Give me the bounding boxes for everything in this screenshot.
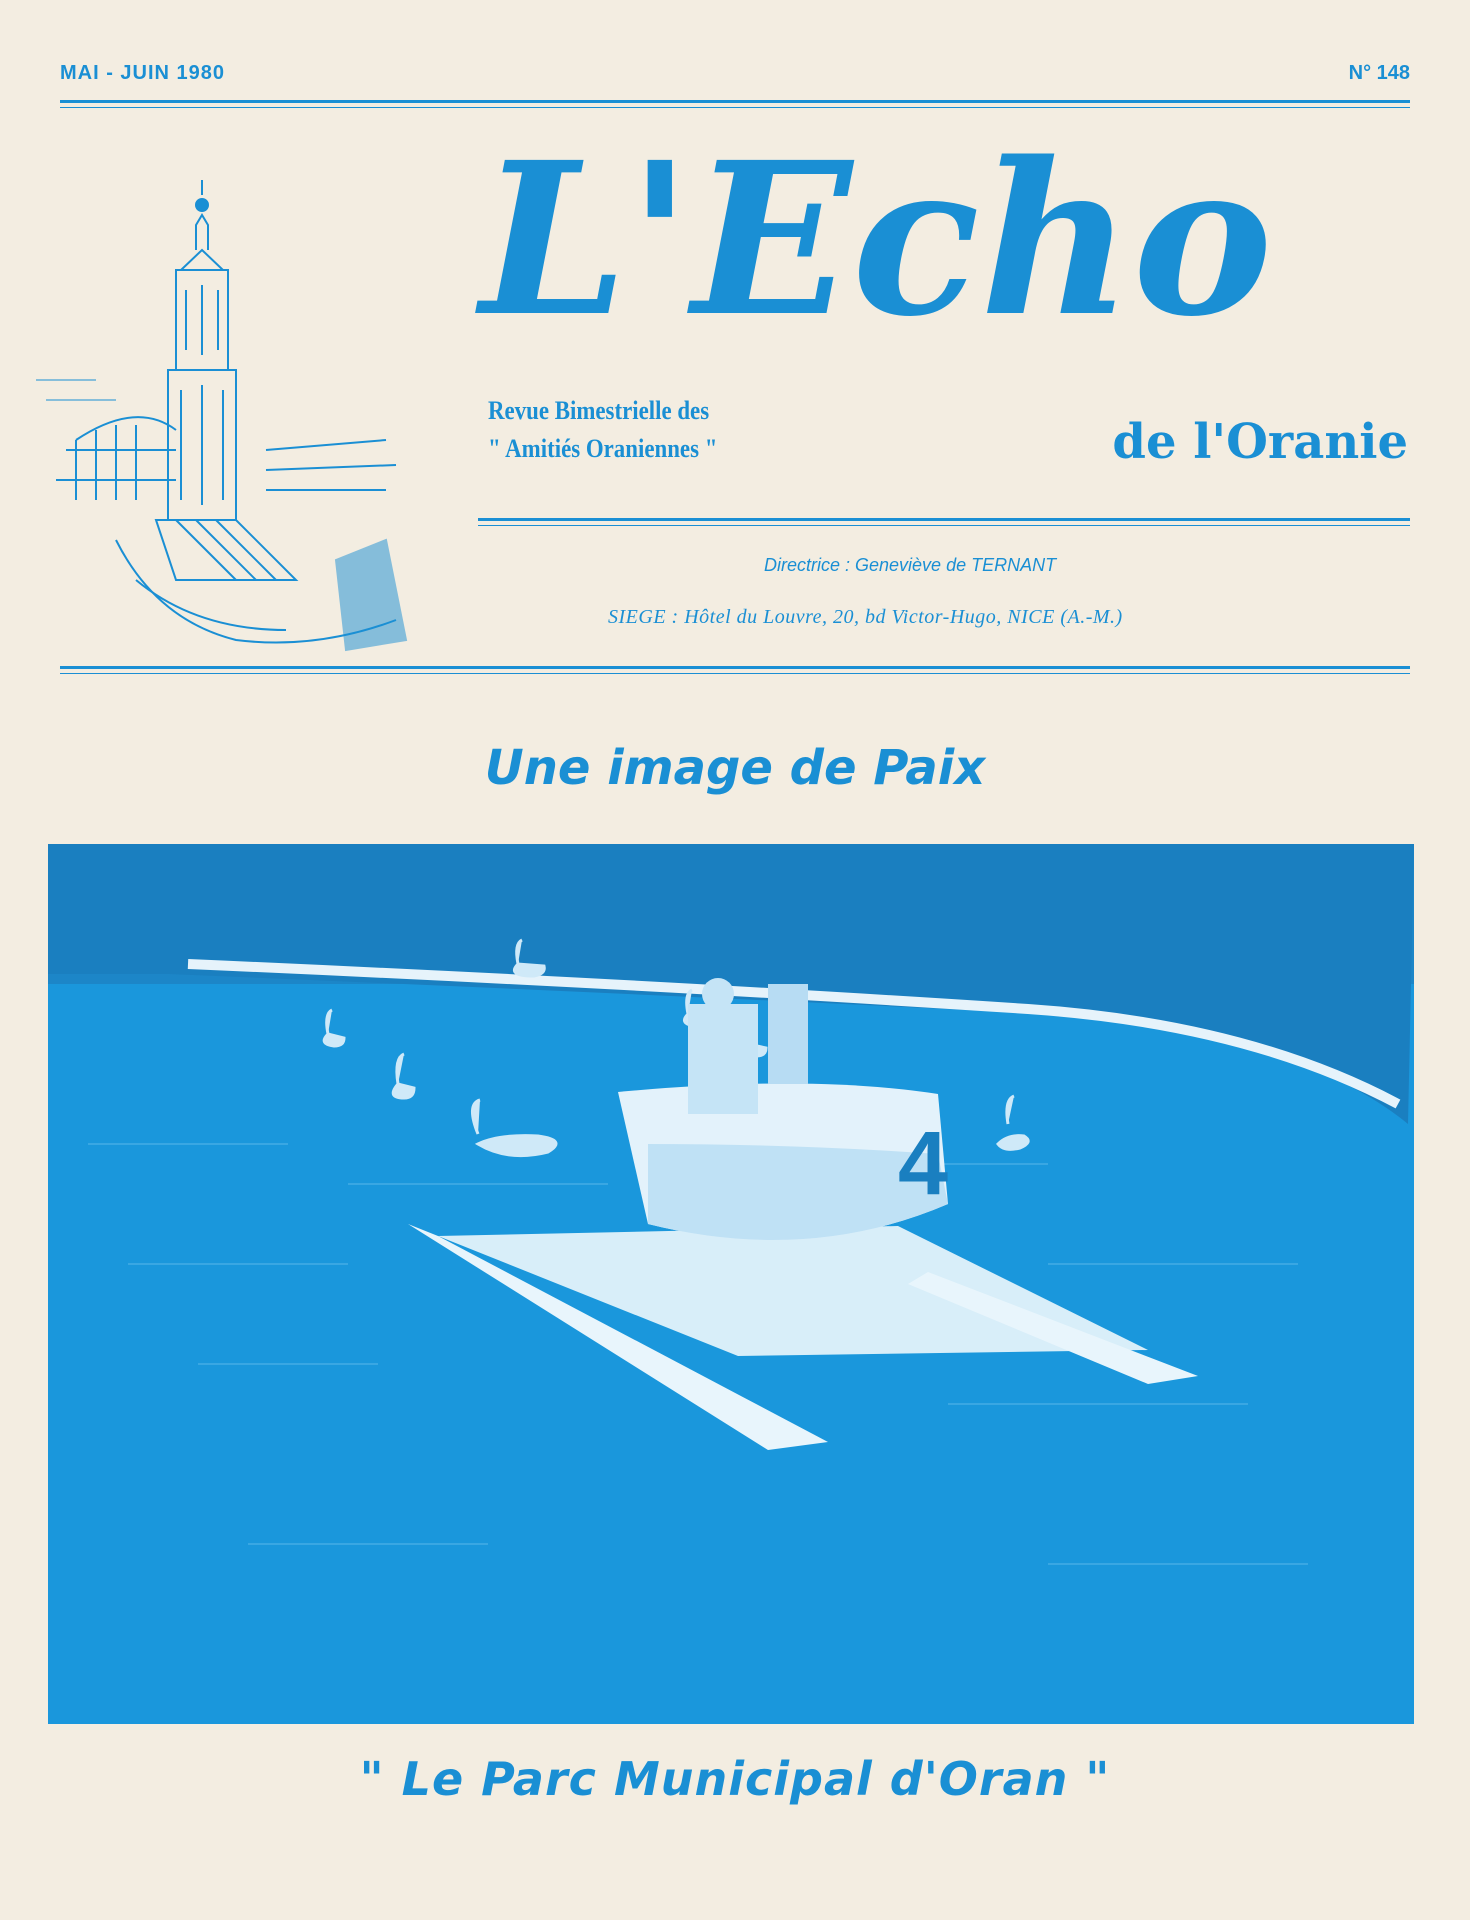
masthead-region: de l'Oranie (1112, 414, 1408, 470)
top-rule (60, 100, 1410, 103)
masthead-rule (478, 518, 1410, 521)
header-bottom-rule-thin (60, 673, 1410, 674)
masthead-title: L'Echo (480, 116, 1273, 363)
issue-date: MAI - JUIN 1980 (60, 62, 226, 84)
boat-number: 4 (898, 1114, 949, 1214)
director-credit: Directrice : Geneviève de TERNANT (764, 555, 1057, 575)
subtitle-line-1: Revue Bimestrielle des (488, 396, 710, 425)
cover-photo-pedal-boat (48, 844, 1414, 1724)
subtitle-line-2: " Amitiés Oraniennes " (488, 434, 718, 463)
top-rule-thin (60, 107, 1410, 108)
cover-headline: Une image de Paix (484, 740, 986, 796)
header-bottom-rule (60, 666, 1410, 669)
cover-caption: " Le Parc Municipal d'Oran " (359, 1752, 1111, 1806)
masthead-rule-thin (478, 525, 1410, 526)
masthead-subtitle (488, 392, 717, 468)
issue-number: N° 148 (1348, 62, 1410, 84)
headquarters-address: SIEGE : Hôtel du Louvre, 20, bd Victor-Hugo, NICE (A.-M.) (608, 606, 1123, 628)
santa-cruz-chapel-illustration (36, 140, 436, 660)
